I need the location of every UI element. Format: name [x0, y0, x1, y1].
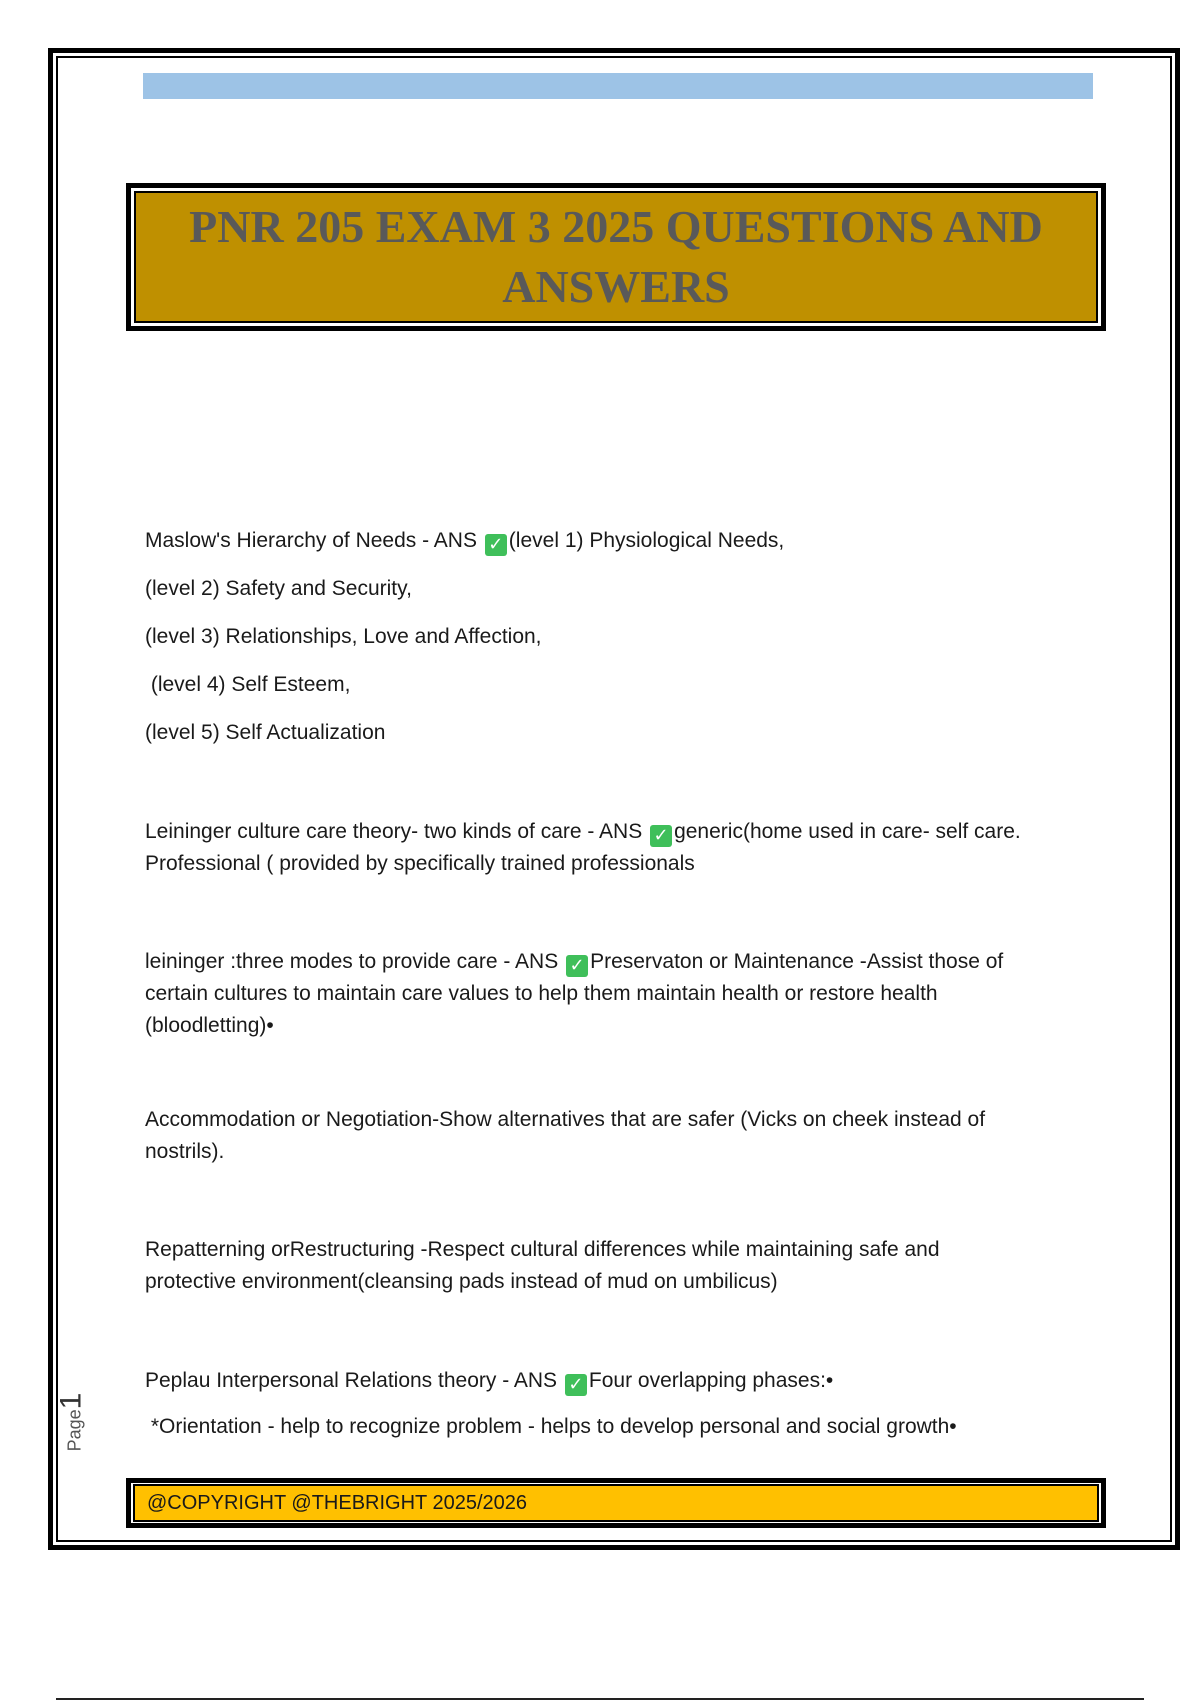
green-check-icon: ✓	[566, 955, 588, 977]
repatterning-line-2: protective environment(cleansing pads instead of mud on umbilicus)	[145, 1270, 778, 1293]
accommodation-block	[145, 1104, 1085, 1168]
peplau-question-line	[145, 1365, 1085, 1397]
leininger-modes-question-line	[145, 946, 1085, 978]
maslow-level-1: (level 1) Physiological Needs,	[508, 529, 785, 552]
leininger-care-question-line	[145, 816, 1085, 848]
header-color-bar	[143, 73, 1093, 99]
accommodation-line-2: nostrils).	[145, 1140, 225, 1163]
document-title: PNR 205 EXAM 3 2025 QUESTIONS AND ANSWERS	[189, 201, 1043, 312]
leininger-modes-answer-line-2: certain cultures to maintain care values to help them maintain health or restore health	[145, 982, 938, 1005]
peplau-answer: Four overlapping phases:•	[588, 1369, 834, 1392]
maslow-level-3: (level 3) Relationships, Love and Affection,	[145, 625, 542, 648]
maslow-level-5: (level 5) Self Actualization	[145, 721, 386, 744]
page-number: 1	[54, 1392, 88, 1410]
peplau-orientation: *Orientation - help to recognize problem - helps to develop personal and social growth•	[145, 1415, 957, 1438]
leininger-care-block	[145, 816, 1085, 880]
peplau-question: Peplau Interpersonal Relations theory - ANS	[145, 1369, 558, 1392]
maslow-block	[145, 525, 1085, 749]
leininger-modes-question: leininger :three modes to provide care - ANS	[145, 950, 559, 973]
green-check-icon: ✓	[650, 825, 672, 847]
maslow-level-2: (level 2) Safety and Security,	[145, 577, 412, 600]
leininger-modes-answer-line-3: (bloodletting)•	[145, 1014, 274, 1037]
leininger-modes-block	[145, 946, 1085, 1042]
maslow-level-4: (level 4) Self Esteem,	[145, 673, 351, 696]
footer-banner	[133, 1484, 1099, 1522]
repatterning-block	[145, 1234, 1085, 1298]
page-word: Page	[64, 1409, 85, 1452]
title-banner	[134, 191, 1098, 323]
leininger-care-answer-rest: Professional ( provided by specifically trained professionals	[145, 852, 695, 875]
document-body	[145, 525, 1085, 1443]
page-number-label	[54, 1375, 102, 1465]
green-check-icon: ✓	[485, 534, 507, 556]
accommodation-line-1: Accommodation or Negotiation-Show alternatives that are safer (Vicks on cheek instead of	[145, 1108, 986, 1131]
leininger-care-question: Leininger culture care theory- two kinds of care - ANS	[145, 820, 643, 843]
green-check-icon: ✓	[565, 1374, 587, 1396]
maslow-question: Maslow's Hierarchy of Needs - ANS	[145, 529, 477, 552]
leininger-modes-answer-start: Preservaton or Maintenance -Assist those of	[590, 950, 1004, 973]
repatterning-line-1: Repatterning orRestructuring -Respect cultural differences while maintaining safe and	[145, 1238, 940, 1261]
copyright-text: @COPYRIGHT @THEBRIGHT 2025/2026	[147, 1491, 527, 1514]
leininger-care-answer-start: generic(home used in care- self care.	[674, 820, 1021, 843]
peplau-block	[145, 1365, 1085, 1443]
maslow-question-line	[145, 525, 1085, 557]
